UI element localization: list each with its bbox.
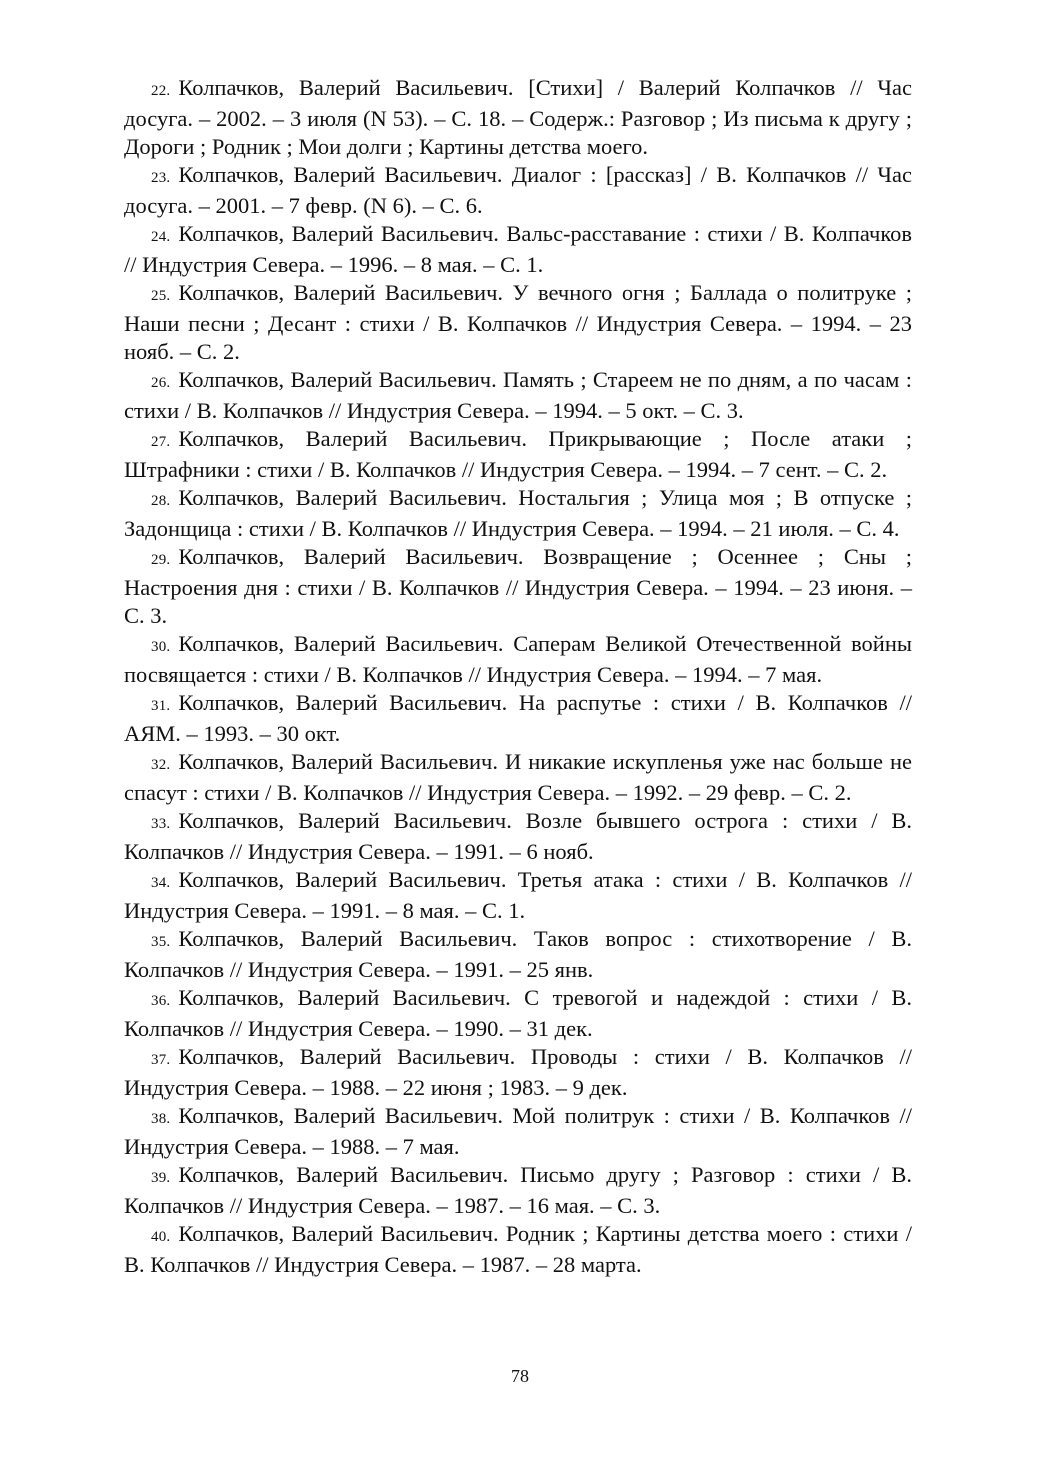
entry-text: Колпачков, Валерий Васильевич. [Стихи] / Валерий Колпачков // Час досуга. – 2002. – 3 июля (N 53). – С. 18. – Содерж.: Разговор ; Из письма к другу ; Дороги ; Родник ; Мои долги ; Картины детства моего. xyxy=(124,75,912,159)
entry-number: 27. xyxy=(151,434,171,450)
entry-number: 25. xyxy=(151,288,171,304)
entry-number: 31. xyxy=(151,698,171,714)
entry-number: 33. xyxy=(151,816,171,832)
bibliography-entry xyxy=(124,425,912,484)
entry-number: 23. xyxy=(151,170,171,186)
entry-text: Колпачков, Валерий Васильевич. Мой политрук : стихи / В. Колпачков // Индустрия Севера. – 1988. – 7 мая. xyxy=(124,1103,912,1159)
bibliography-entry xyxy=(124,1220,912,1279)
bibliography-entry xyxy=(124,984,912,1043)
entry-text: Колпачков, Валерий Васильевич. Письмо другу ; Разговор : стихи / В. Колпачков // Индустрия Севера. – 1987. – 16 мая. – С. 3. xyxy=(124,1162,912,1218)
entry-text: Колпачков, Валерий Васильевич. Проводы : стихи / В. Колпачков // Индустрия Севера. – 1988. – 22 июня ; 1983. – 9 дек. xyxy=(124,1044,912,1100)
entry-number: 28. xyxy=(151,493,171,509)
bibliography-entry xyxy=(124,866,912,925)
bibliography-entry xyxy=(124,484,912,543)
bibliography-entry xyxy=(124,366,912,425)
bibliography-entry xyxy=(124,689,912,748)
entry-number: 40. xyxy=(151,1229,171,1245)
bibliography-entry xyxy=(124,543,912,630)
entry-text: Колпачков, Валерий Васильевич. Память ; Стареем не по дням, а по часам : стихи / В. Колпачков // Индустрия Севера. – 1994. – 5 окт. – С. 3. xyxy=(124,367,912,423)
entry-text: Колпачков, Валерий Васильевич. Ностальгия ; Улица моя ; В отпуске ; Задонщица : стихи / В. Колпачков // Индустрия Севера. – 1994. – 21 июля. – С. 4. xyxy=(124,485,912,541)
entry-text: Колпачков, Валерий Васильевич. Возле бывшего острога : стихи / В. Колпачков // Индустрия Севера. – 1991. – 6 нояб. xyxy=(124,808,912,864)
bibliography-entry xyxy=(124,279,912,366)
bibliography-entry xyxy=(124,220,912,279)
entry-text: Колпачков, Валерий Васильевич. Саперам Великой Отечественной войны посвящается : стихи / В. Колпачков // Индустрия Севера. – 1994. – 7 мая. xyxy=(124,631,912,687)
entry-text: Колпачков, Валерий Васильевич. Третья атака : стихи / В. Колпачков // Индустрия Севера. – 1991. – 8 мая. – С. 1. xyxy=(124,867,912,923)
entry-number: 24. xyxy=(151,229,171,245)
entry-number: 34. xyxy=(151,875,171,891)
bibliography-entry xyxy=(124,925,912,984)
entry-text: Колпачков, Валерий Васильевич. Возвращение ; Осеннее ; Сны ; Настроения дня : стихи / В. Колпачков // Индустрия Севера. – 1994. – 23 июня. – С. 3. xyxy=(124,544,912,628)
entry-number: 35. xyxy=(151,934,171,950)
entry-text: Колпачков, Валерий Васильевич. Вальс-расставание : стихи / В. Колпачков // Индустрия Севера. – 1996. – 8 мая. – С. 1. xyxy=(124,221,912,277)
bibliography-entry xyxy=(124,807,912,866)
entry-number: 32. xyxy=(151,757,171,773)
entry-number: 22. xyxy=(151,83,171,99)
entry-text: Колпачков, Валерий Васильевич. На распутье : стихи / В. Колпачков // АЯМ. – 1993. – 30 окт. xyxy=(124,690,912,746)
bibliography-entry xyxy=(124,1102,912,1161)
entry-text: Колпачков, Валерий Васильевич. С тревогой и надеждой : стихи / В. Колпачков // Индустрия Севера. – 1990. – 31 дек. xyxy=(124,985,912,1041)
bibliography-list xyxy=(124,74,912,1279)
entry-text: Колпачков, Валерий Васильевич. Родник ; Картины детства моего : стихи / В. Колпачков // Индустрия Севера. – 1987. – 28 марта. xyxy=(124,1221,912,1277)
entry-number: 39. xyxy=(151,1170,171,1186)
entry-text: Колпачков, Валерий Васильевич. Диалог : [рассказ] / В. Колпачков // Час досуга. – 2001. – 7 февр. (N 6). – С. 6. xyxy=(124,162,912,218)
bibliography-entry xyxy=(124,748,912,807)
entry-text: Колпачков, Валерий Васильевич. И никакие искупленья уже нас больше не спасут : стихи / В. Колпачков // Индустрия Севера. – 1992. – 29 февр. – С. 2. xyxy=(124,749,912,805)
bibliography-entry xyxy=(124,630,912,689)
bibliography-entry xyxy=(124,1043,912,1102)
page-number: 78 xyxy=(511,1366,529,1386)
bibliography-entry xyxy=(124,1161,912,1220)
entry-number: 30. xyxy=(151,639,171,655)
entry-text: Колпачков, Валерий Васильевич. Таков вопрос : стихотворение / В. Колпачков // Индустрия Севера. – 1991. – 25 янв. xyxy=(124,926,912,982)
entry-number: 36. xyxy=(151,993,171,1009)
bibliography-entry xyxy=(124,74,912,161)
entry-text: Колпачков, Валерий Васильевич. Прикрывающие ; После атаки ; Штрафники : стихи / В. Колпачков // Индустрия Севера. – 1994. – 7 сент. – С. 2. xyxy=(124,426,912,482)
entry-text: Колпачков, Валерий Васильевич. У вечного огня ; Баллада о политруке ; Наши песни ; Десант : стихи / В. Колпачков // Индустрия Севера. – 1994. – 23 нояб. – С. 2. xyxy=(124,280,912,364)
bibliography-entry xyxy=(124,161,912,220)
entry-number: 29. xyxy=(151,552,171,568)
entry-number: 37. xyxy=(151,1052,171,1068)
entry-number: 26. xyxy=(151,375,171,391)
entry-number: 38. xyxy=(151,1111,171,1127)
